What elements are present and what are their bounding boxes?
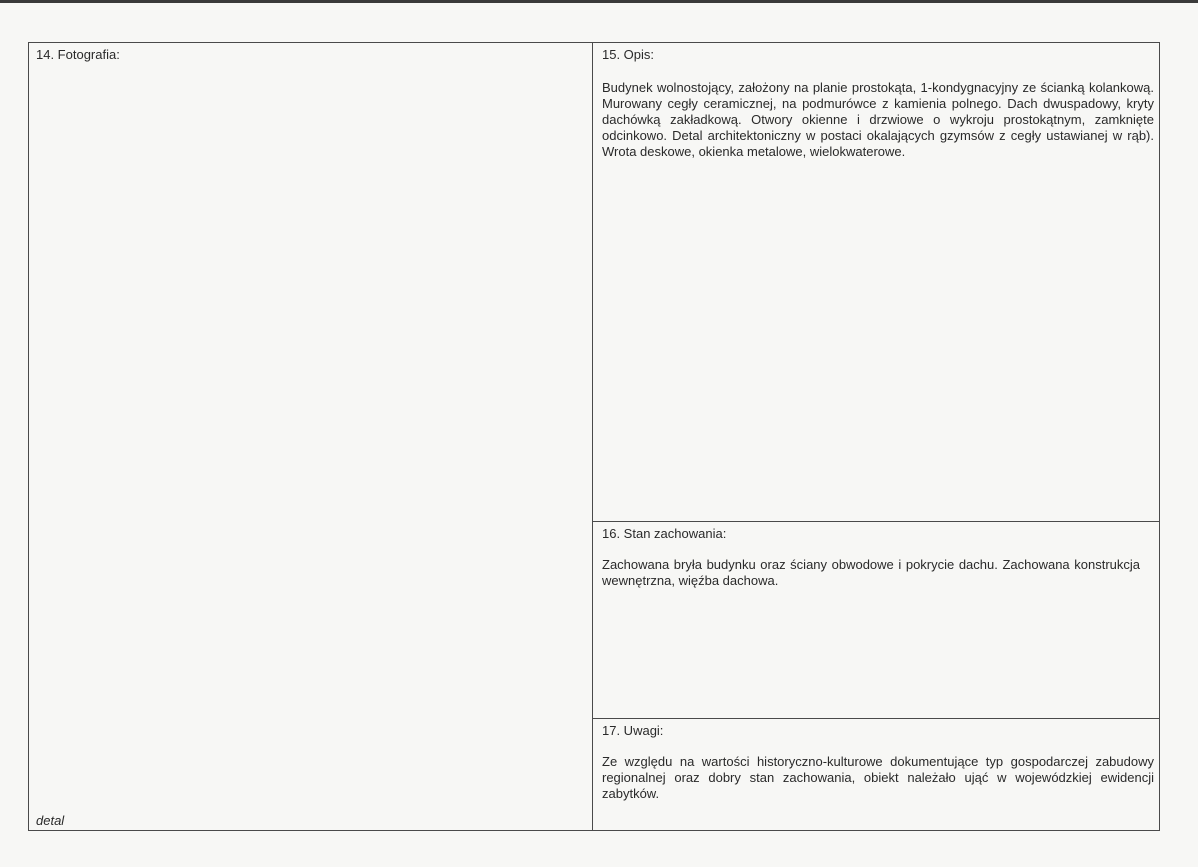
photo-section-label: 14. Fotografia: [36, 47, 120, 62]
photo-caption: detal [36, 813, 65, 828]
condition-text: Zachowana bryła budynku oraz ściany obwodowe i pokrycie dachu. Zachowana konstrukcja wewnętrzna, więźba dachowa. [602, 557, 1140, 588]
record-card-form [28, 42, 1160, 831]
description-text: Budynek wolnostojący, założony na planie prostokąta, 1-kondygnacyjny ze ścianką kolankową. Murowany cegły ceramicznej, na podmurówce z kamienia polnego. Dach dwuspadowy, kryty dachówką zakładkową. Otwory okienne i drzwiowe o wykroju prostokątnym, zamknięte odcinkowo. Detal architektoniczny w postaci okalających gzymsów z cegły ustawianej w rąb). Wrota deskowe, okienka metalowe, wielokwaterowe. [602, 80, 1154, 159]
remarks-section-label: 17. Uwagi: [602, 723, 664, 738]
top-border-line [0, 0, 1198, 3]
description-section-label: 15. Opis: [602, 47, 655, 62]
condition-section-label: 16. Stan zachowania: [602, 526, 727, 541]
remarks-text: Ze względu na wartości historyczno-kulturowe dokumentujące typ gospodarczej zabudowy regionalnej oraz dobry stan zachowania, obiekt należało ująć w wojewódzkiej ewidencji zabytków. [602, 754, 1154, 801]
condition-section [593, 522, 1159, 719]
description-section [593, 43, 1159, 522]
photo-section [29, 43, 593, 830]
remarks-section [593, 719, 1159, 830]
